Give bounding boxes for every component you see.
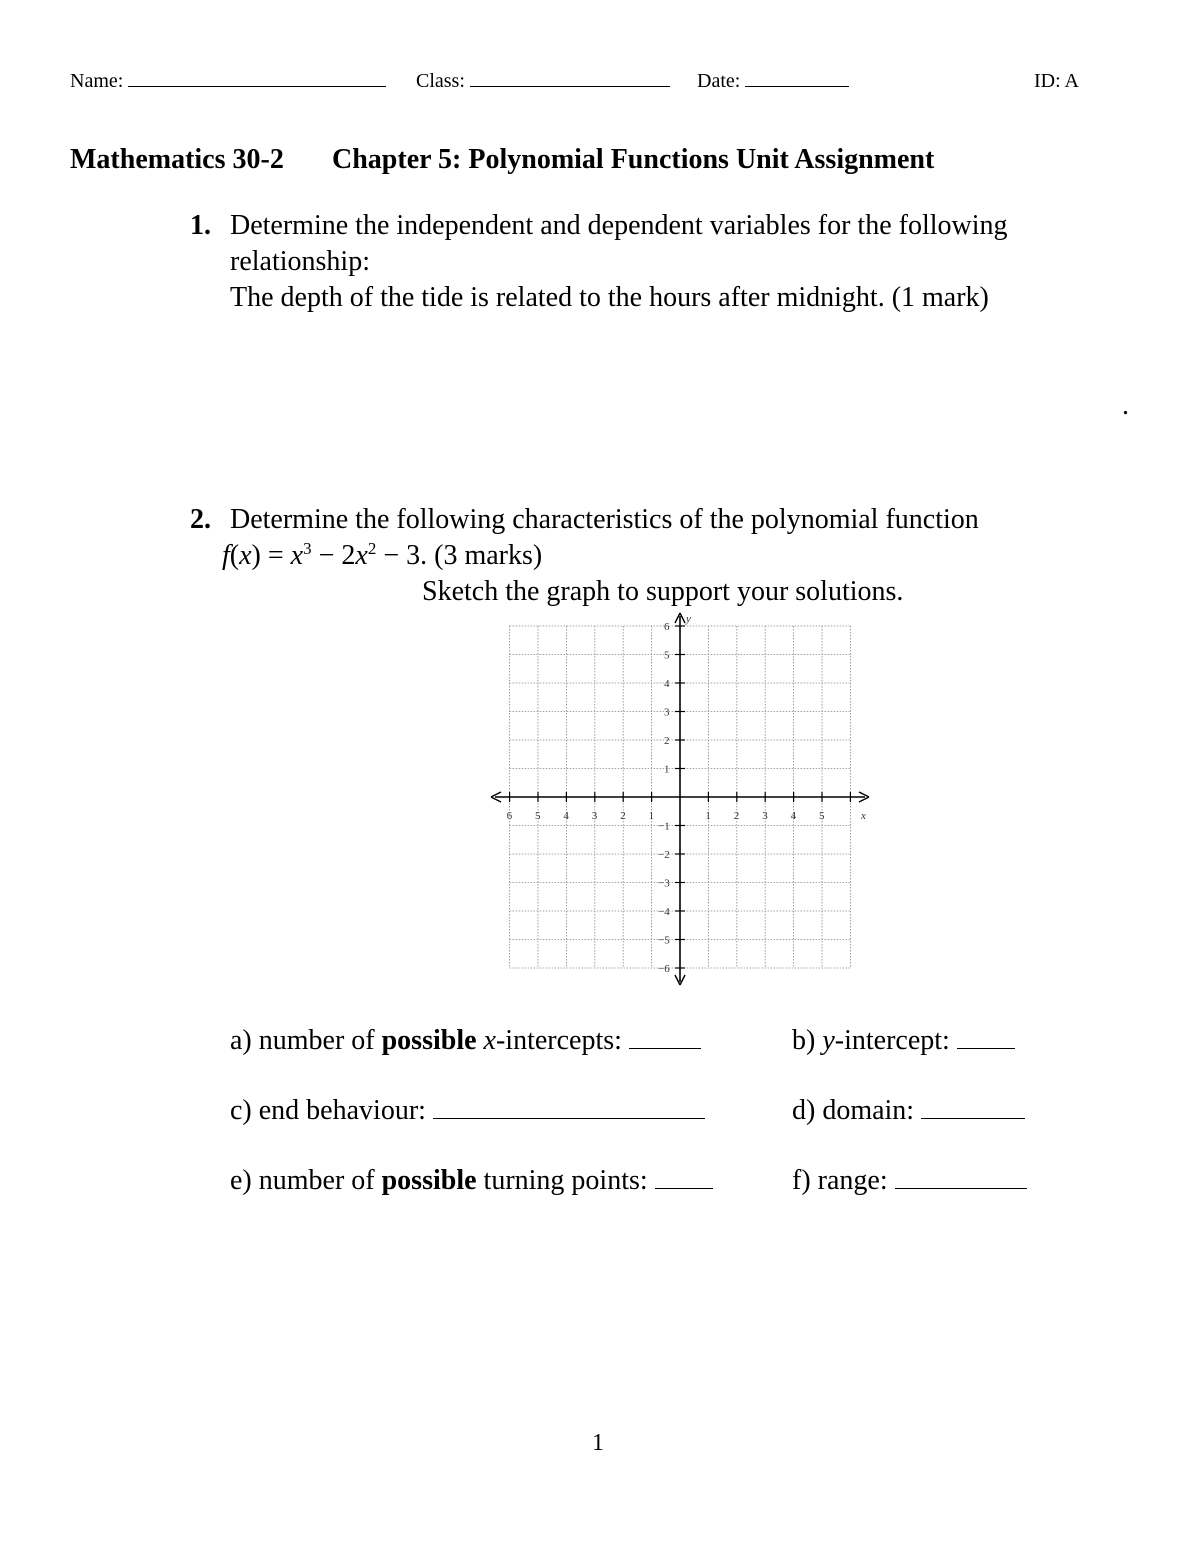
page-number: 1: [592, 1430, 604, 1456]
y-tick-label: −4: [658, 906, 670, 918]
part-d-answer-blank[interactable]: [921, 1094, 1025, 1119]
date-field: [697, 70, 849, 93]
y-axis-label: y: [686, 613, 691, 625]
y-tick-label: 2: [664, 735, 670, 747]
date-blank: [745, 70, 849, 87]
part-a-var: x: [483, 1025, 496, 1056]
y-tick-label: 4: [664, 678, 670, 690]
id-label: ID: A: [1034, 70, 1079, 92]
y-tick-label: −1: [658, 820, 670, 833]
part-c-label: c) end behaviour:: [230, 1095, 426, 1126]
part-a-suffix: -intercepts:: [495, 1025, 622, 1056]
part-a-answer-blank[interactable]: [629, 1024, 701, 1049]
part-b-suffix: -intercept:: [834, 1025, 950, 1056]
question-1-line-3: The depth of the tide is related to the hours after midnight. (1 mark): [230, 282, 989, 313]
polynomial-function: $f(x) = x^3 - 2x^2 - 3$. (3 marks): [222, 539, 543, 571]
part-c: [230, 1093, 705, 1129]
part-c-answer-blank[interactable]: [433, 1094, 705, 1119]
axis-tick-labels: [507, 621, 825, 975]
question-1-line-1: Determine the independent and dependent variables for the following: [230, 210, 1008, 241]
y-tick-label: 5: [664, 649, 670, 662]
sketch-instruction: Sketch the graph to support your solutions.: [422, 576, 904, 607]
question-2-line-1: Determine the following characteristics of the polynomial function: [230, 504, 979, 535]
x-axis-label: x: [861, 810, 866, 822]
exponent-2: 2: [367, 539, 377, 558]
name-blank: [128, 70, 386, 87]
y-tick-label: 1: [664, 763, 670, 776]
part-b: [792, 1023, 1015, 1059]
course-title: Mathematics 30-2: [70, 144, 284, 175]
part-b-var: y: [822, 1025, 835, 1056]
x-tick-label: 1: [705, 810, 711, 822]
part-a-prefix: a) number of: [230, 1025, 382, 1056]
class-blank: [470, 70, 670, 87]
part-f-label: f) range:: [792, 1165, 888, 1196]
part-d: [792, 1093, 1025, 1129]
class-field: [416, 70, 670, 93]
x-tick-label: 6: [506, 810, 513, 822]
part-f-answer-blank[interactable]: [895, 1164, 1027, 1189]
part-e: [230, 1163, 713, 1199]
chapter-title: Chapter 5: Polynomial Functions Unit Assignment: [332, 144, 935, 175]
part-e-answer-blank[interactable]: [655, 1164, 713, 1189]
part-e-suffix: turning points:: [476, 1165, 648, 1196]
func-x: x: [239, 540, 252, 571]
part-d-label: d) domain:: [792, 1095, 915, 1126]
part-b-answer-blank[interactable]: [957, 1024, 1015, 1049]
func-x2: x: [355, 540, 368, 571]
x-tick-label: 1: [648, 810, 655, 822]
x-tick-label: 2: [620, 810, 626, 822]
x-tick-label: 5: [819, 810, 825, 822]
x-tick-label: 3: [591, 810, 598, 822]
y-tick-label: 3: [664, 706, 670, 719]
x-tick-label: 3: [762, 810, 768, 822]
exponent-3: 3: [303, 539, 312, 558]
question-1-line-2: relationship:: [230, 246, 370, 277]
part-f: [792, 1163, 1027, 1199]
part-e-bold: possible: [381, 1165, 477, 1196]
x-tick-label: 5: [535, 810, 541, 822]
y-tick-label: −5: [658, 934, 670, 947]
x-tick-label: 2: [733, 810, 740, 822]
class-label: Class:: [416, 70, 465, 92]
part-b-prefix: b): [792, 1025, 823, 1056]
func-f: f: [222, 540, 230, 571]
coordinate-grid[interactable]: [485, 610, 875, 990]
func-rest: − 3. (3 marks): [376, 540, 543, 571]
x-tick-label: 4: [563, 810, 569, 822]
x-tick-label: 4: [790, 810, 797, 822]
name-field: [70, 70, 386, 93]
y-tick-label: 6: [664, 621, 670, 633]
func-minus: − 2: [311, 540, 356, 571]
func-equals: =: [260, 540, 291, 571]
name-label: Name:: [70, 70, 124, 92]
part-a: [230, 1023, 701, 1059]
y-tick-label: −3: [658, 877, 670, 890]
func-x3: x: [290, 540, 304, 571]
question-1-number: 1.: [190, 210, 211, 241]
y-axis: [675, 613, 685, 985]
date-label: Date:: [697, 70, 741, 92]
part-e-prefix: e) number of: [230, 1165, 382, 1196]
stray-mark: .: [1122, 390, 1129, 421]
y-tick-label: −6: [658, 963, 670, 975]
part-a-bold: possible: [381, 1025, 477, 1056]
y-tick-label: −2: [658, 849, 670, 861]
question-2-number: 2.: [190, 504, 211, 535]
